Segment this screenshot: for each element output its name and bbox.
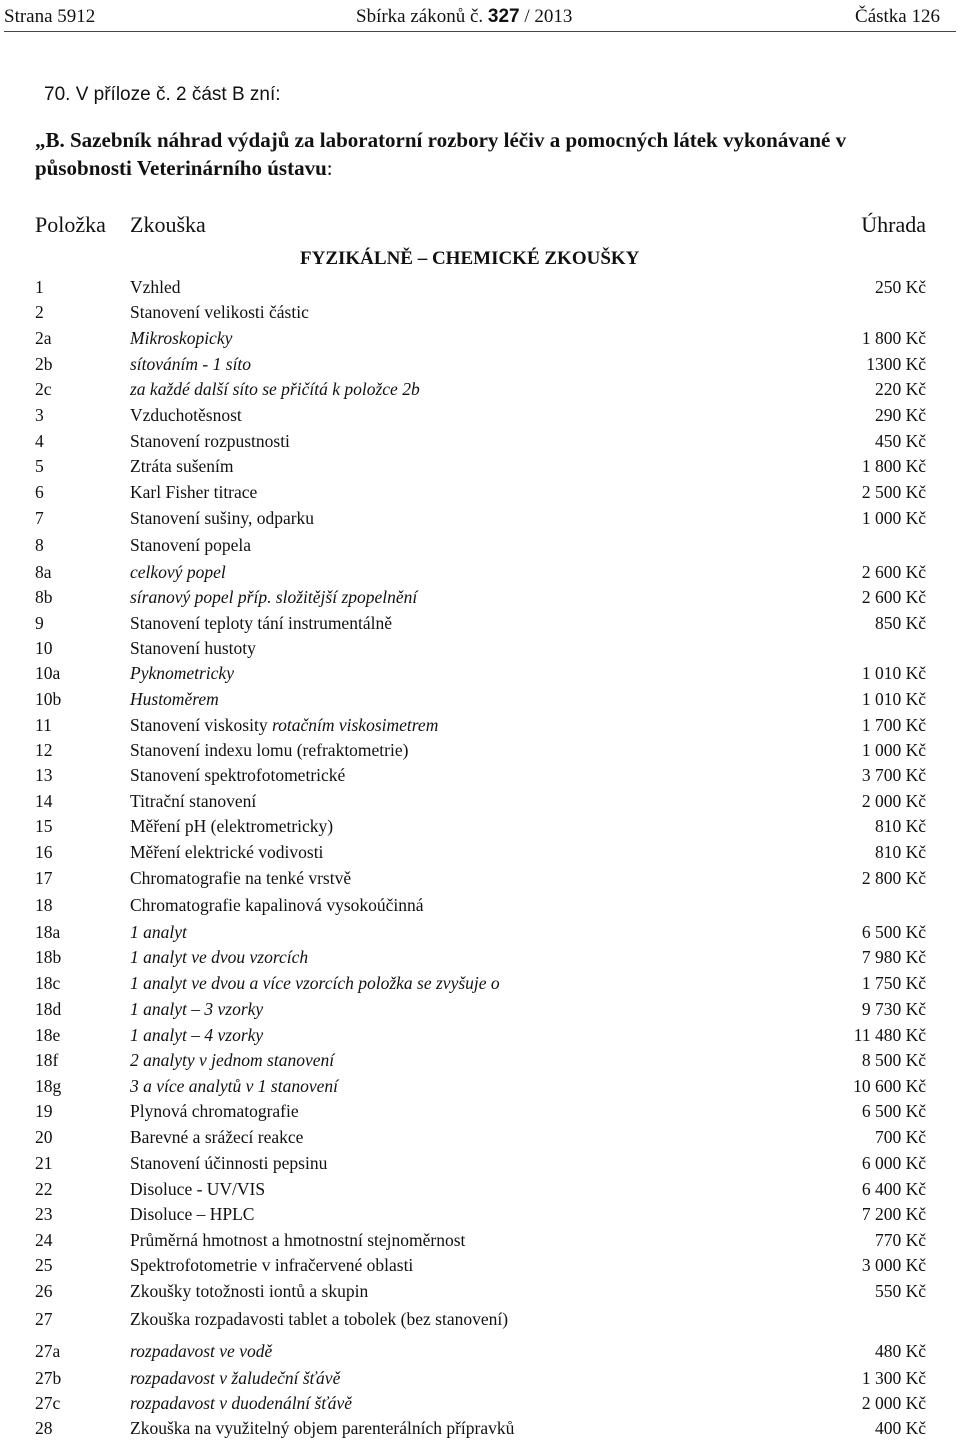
item-number: 25: [35, 1255, 53, 1275]
test-name: [130, 377, 420, 401]
table-row: [0, 1307, 960, 1331]
test-name: [130, 866, 351, 890]
fee-amount: 810 Kč: [874, 816, 926, 836]
table-row: [0, 352, 960, 376]
fee-amount: 6 500 Kč: [861, 1101, 926, 1121]
section-heading: FYZIKÁLNĚ – CHEMICKÉ ZKOUŠKY: [300, 248, 640, 269]
item-number: 27: [35, 1309, 53, 1329]
page-header: [0, 2, 960, 32]
fee-amount: 6 500 Kč: [861, 922, 926, 942]
table-row: [0, 611, 960, 635]
test-name-text: Zkoušky totožnosti iontů a skupin: [130, 1281, 369, 1301]
item-number: 2c: [35, 379, 52, 399]
item-number: 8b: [35, 587, 53, 607]
test-name-text: Vzhled: [130, 277, 181, 297]
test-name-text: Ztráta sušením: [130, 456, 234, 476]
test-name-text: 3 a více analytů v 1 stanovení: [130, 1076, 338, 1096]
table-row: [0, 814, 960, 838]
item-number: 12: [35, 740, 53, 760]
fee-amount: 7 200 Kč: [861, 1204, 926, 1224]
test-name-text: Stanovení teploty tání instrumentálně: [130, 613, 392, 633]
table-row: [0, 275, 960, 299]
document-title: [35, 126, 935, 182]
header-divider: [4, 31, 956, 32]
collection-prefix: Sbírka zákonů č.: [356, 6, 488, 27]
test-name: [130, 560, 226, 584]
test-name: [130, 997, 263, 1021]
table-row: [0, 945, 960, 969]
title-colon: :: [326, 156, 333, 180]
fee-amount: 700 Kč: [874, 1127, 926, 1147]
test-name-text: Stanovení sušiny, odparku: [130, 508, 315, 528]
test-name: [130, 789, 256, 813]
table-row: [0, 377, 960, 401]
fee-amount: 450 Kč: [874, 431, 926, 451]
fee-amount: 9 730 Kč: [861, 999, 926, 1019]
test-name-text: sítováním - 1 síto: [130, 354, 252, 374]
test-name: [130, 1202, 254, 1226]
table-row: [0, 1339, 960, 1363]
item-number: 18c: [35, 973, 61, 993]
test-name: [130, 1339, 272, 1363]
item-number: 3: [35, 405, 44, 425]
item-number: 13: [35, 765, 53, 785]
issue-number: Částka 126: [855, 6, 940, 27]
table-row: [0, 1125, 960, 1149]
test-name-text: Zkouška rozpadavosti tablet a tobolek (bez stanovení): [130, 1309, 509, 1329]
fee-amount: 2 600 Kč: [861, 587, 926, 607]
fee-amount: 6 000 Kč: [861, 1153, 926, 1173]
table-row: [0, 326, 960, 350]
test-name: [130, 1125, 303, 1149]
test-name: [130, 945, 308, 969]
fee-amount: 1 800 Kč: [861, 328, 926, 348]
table-row: [0, 1391, 960, 1415]
table-row: [0, 533, 960, 557]
table-row: [0, 454, 960, 478]
test-name-text: Měření elektrické vodivosti: [130, 842, 324, 862]
item-number: 9: [35, 613, 44, 633]
fee-amount: 810 Kč: [874, 842, 926, 862]
table-row: [0, 1023, 960, 1047]
test-name-text: Stanovení popela: [130, 535, 252, 555]
fee-amount: 2 600 Kč: [861, 562, 926, 582]
test-name-text: Měření pH (elektrometricky): [130, 816, 334, 836]
test-name: [130, 1099, 299, 1123]
test-name-text: Spektrofotometrie v infračervené oblasti: [130, 1255, 414, 1275]
test-name-text: Zkouška na využitelný objem parenterálních přípravků: [130, 1418, 515, 1438]
item-number: 18e: [35, 1025, 61, 1045]
table-row: [0, 840, 960, 864]
fee-amount: 11 480 Kč: [853, 1025, 926, 1045]
test-name: [130, 1279, 368, 1303]
table-row: [0, 763, 960, 787]
page-number: Strana 5912: [4, 6, 96, 27]
test-name-text: 1 analyt ve dvou a více vzorcích položka se zvyšuje o: [130, 973, 500, 993]
test-name-text: 1 analyt – 3 vzorky: [130, 999, 264, 1019]
test-name: [130, 1366, 340, 1390]
fee-amount: 1 750 Kč: [861, 973, 926, 993]
fee-amount: 1 010 Kč: [861, 689, 926, 709]
table-row: [0, 1074, 960, 1098]
test-name-italic: rotačním viskosimetrem: [271, 715, 439, 735]
test-name: [130, 1391, 352, 1415]
test-name-text: Stanovení rozpustnosti: [130, 431, 290, 451]
table-row: [0, 1099, 960, 1123]
test-name: [130, 1023, 263, 1047]
item-number: 10: [35, 638, 53, 658]
fee-amount: 220 Kč: [874, 379, 926, 399]
table-row: [0, 1151, 960, 1175]
test-name-text: Barevné a srážecí reakce: [130, 1127, 304, 1147]
item-number: 18b: [35, 947, 62, 967]
test-name: [130, 763, 345, 787]
test-name-text: Pyknometricky: [130, 663, 234, 683]
test-name: [130, 533, 251, 557]
test-name: [130, 585, 417, 609]
fee-amount: 2 000 Kč: [861, 1393, 926, 1413]
table-row: [0, 560, 960, 584]
fee-amount: 1 000 Kč: [861, 508, 926, 528]
table-row: [0, 403, 960, 427]
fee-amount: 480 Kč: [874, 1341, 926, 1361]
fee-amount: 290 Kč: [874, 405, 926, 425]
title-text: „B. Sazebník náhrad výdajů za laboratorní rozbory léčiv a pomocných látek vykonávané v působnosti Veterinárního ústavu: [35, 128, 847, 180]
table-row: [0, 429, 960, 453]
item-number: 23: [35, 1204, 53, 1224]
table-row: [0, 1416, 960, 1440]
table-row: [0, 585, 960, 609]
test-name: [130, 661, 234, 685]
test-name-text: 1 analyt – 4 vzorky: [130, 1025, 264, 1045]
item-number: 10a: [35, 663, 61, 683]
table-row: [0, 738, 960, 762]
test-name-text: síranový popel příp. složitější zpopelnění: [130, 587, 418, 607]
column-header-uhrada: Úhrada: [861, 212, 926, 237]
test-name: [130, 352, 251, 376]
test-name-text: Karl Fisher titrace: [130, 482, 258, 502]
item-number: 14: [35, 791, 53, 811]
test-name: [130, 429, 290, 453]
test-name: [130, 1177, 265, 1201]
test-name: [130, 738, 408, 762]
test-name-text: Chromatografie na tenké vrstvě: [130, 868, 352, 888]
test-name-text: Stanovení velikosti částic: [130, 302, 309, 322]
item-number: 27c: [35, 1393, 61, 1413]
intro-text: 70. V příloze č. 2 část B zní:: [44, 84, 281, 105]
table-row: [0, 1279, 960, 1303]
item-number: 2b: [35, 354, 53, 374]
item-number: 8: [35, 535, 44, 555]
test-name-text: Disoluce - UV/VIS: [130, 1179, 266, 1199]
item-number: 18g: [35, 1076, 62, 1096]
item-number: 18: [35, 895, 53, 915]
test-name-text: Stanovení indexu lomu (refraktometrie): [130, 740, 409, 760]
fee-amount: 2 500 Kč: [861, 482, 926, 502]
item-number: 7: [35, 508, 44, 528]
table-row: [0, 1366, 960, 1390]
test-name: [130, 814, 333, 838]
fee-amount: 1 000 Kč: [861, 740, 926, 760]
fee-amount: 10 600 Kč: [853, 1076, 926, 1096]
item-number: 24: [35, 1230, 53, 1250]
test-name: [130, 480, 257, 504]
fee-amount: 2 000 Kč: [861, 791, 926, 811]
item-number: 18f: [35, 1050, 59, 1070]
table-row: [0, 480, 960, 504]
test-name: [130, 1151, 327, 1175]
fee-amount: 1 010 Kč: [861, 663, 926, 683]
test-name-text: Mikroskopicky: [130, 328, 233, 348]
item-number: 16: [35, 842, 53, 862]
item-number: 19: [35, 1101, 53, 1121]
test-name-text: rozpadavost v duodenální šťávě: [130, 1393, 353, 1413]
item-number: 2a: [35, 328, 52, 348]
fee-amount: 1 800 Kč: [861, 456, 926, 476]
table-row: [0, 713, 960, 737]
item-number: 8a: [35, 562, 52, 582]
fee-amount: 6 400 Kč: [861, 1179, 926, 1199]
test-name-text: 1 analyt: [130, 922, 187, 942]
column-header-polozka: Položka: [35, 212, 106, 237]
test-name: [130, 1416, 514, 1440]
test-name-text: rozpadavost ve vodě: [130, 1341, 273, 1361]
test-name-text: za každé další síto se přičítá k položce 2b: [130, 379, 420, 399]
item-number: 5: [35, 456, 44, 476]
item-number: 2: [35, 302, 44, 322]
fee-amount: 250 Kč: [874, 277, 926, 297]
column-header-zkouska: Zkouška: [130, 212, 206, 237]
table-row: [0, 920, 960, 944]
test-name-text: Hustoměrem: [130, 689, 219, 709]
fee-amount: 400 Kč: [874, 1418, 926, 1438]
table-row: [0, 866, 960, 890]
test-name: [130, 275, 181, 299]
test-name: [130, 611, 392, 635]
test-name: [130, 1048, 334, 1072]
test-name-text: celkový popel: [130, 562, 226, 582]
item-number: 18d: [35, 999, 62, 1019]
test-name-text: Chromatografie kapalinová vysokoúčinná: [130, 895, 424, 915]
test-name: [130, 893, 424, 917]
fee-amount: 1 300 Kč: [861, 1368, 926, 1388]
table-row: [0, 636, 960, 660]
item-number: 1: [35, 277, 44, 297]
item-number: 4: [35, 431, 44, 451]
collection-reference: [356, 6, 572, 28]
test-name: [130, 1307, 508, 1331]
table-row: [0, 687, 960, 711]
test-name: [130, 840, 323, 864]
test-name: [130, 454, 234, 478]
test-name-text: Stanovení viskosity: [130, 715, 272, 735]
test-name: [130, 713, 438, 737]
fee-amount: 8 500 Kč: [861, 1050, 926, 1070]
table-row: [0, 997, 960, 1021]
item-number: 11: [35, 715, 52, 735]
fee-amount: 770 Kč: [874, 1230, 926, 1250]
test-name: [130, 403, 242, 427]
test-name-text: Plynová chromatografie: [130, 1101, 299, 1121]
collection-number: 327: [487, 6, 520, 27]
item-number: 27a: [35, 1341, 61, 1361]
item-number: 15: [35, 816, 53, 836]
fee-amount: 850 Kč: [874, 613, 926, 633]
table-row: [0, 1228, 960, 1252]
table-row: [0, 789, 960, 813]
item-number: 17: [35, 868, 53, 888]
test-name: [130, 920, 187, 944]
fee-amount: 2 800 Kč: [861, 868, 926, 888]
test-name-text: Průměrná hmotnost a hmotnostní stejnoměrnost: [130, 1230, 466, 1250]
test-name-text: Stanovení hustoty: [130, 638, 256, 658]
test-name-text: 1 analyt ve dvou vzorcích: [130, 947, 309, 967]
item-number: 18a: [35, 922, 61, 942]
table-row: [0, 661, 960, 685]
item-number: 22: [35, 1179, 53, 1199]
fee-amount: 7 980 Kč: [861, 947, 926, 967]
item-number: 21: [35, 1153, 53, 1173]
table-row: [0, 893, 960, 917]
test-name: [130, 1228, 465, 1252]
test-name: [130, 326, 232, 350]
table-row: [0, 506, 960, 530]
item-number: 28: [35, 1418, 53, 1438]
test-name: [130, 687, 219, 711]
test-name: [130, 636, 256, 660]
fee-amount: 3 700 Kč: [861, 765, 926, 785]
test-name-text: Titrační stanovení: [130, 791, 257, 811]
item-number: 27b: [35, 1368, 62, 1388]
table-row: [0, 1253, 960, 1277]
table-row: [0, 971, 960, 995]
item-number: 10b: [35, 689, 62, 709]
test-name: [130, 300, 309, 324]
item-number: 26: [35, 1281, 53, 1301]
collection-suffix: / 2013: [519, 6, 573, 27]
test-name-text: Disoluce – HPLC: [130, 1204, 255, 1224]
test-name-text: Stanovení spektrofotometrické: [130, 765, 346, 785]
table-row: [0, 1177, 960, 1201]
test-name: [130, 971, 500, 995]
table-row: [0, 1202, 960, 1226]
test-name-text: Stanovení účinnosti pepsinu: [130, 1153, 328, 1173]
fee-amount: 550 Kč: [874, 1281, 926, 1301]
test-name-text: rozpadavost v žaludeční šťávě: [130, 1368, 341, 1388]
test-name-text: Vzduchotěsnost: [130, 405, 242, 425]
test-name-text: 2 analyty v jednom stanovení: [130, 1050, 335, 1070]
table-row: [0, 300, 960, 324]
item-number: 20: [35, 1127, 53, 1147]
table-row: [0, 1048, 960, 1072]
test-name: [130, 506, 314, 530]
fee-amount: 1 700 Kč: [861, 715, 926, 735]
test-name: [130, 1253, 413, 1277]
fee-amount: 3 000 Kč: [861, 1255, 926, 1275]
item-number: 6: [35, 482, 44, 502]
fee-amount: 1300 Kč: [866, 354, 926, 374]
test-name: [130, 1074, 338, 1098]
